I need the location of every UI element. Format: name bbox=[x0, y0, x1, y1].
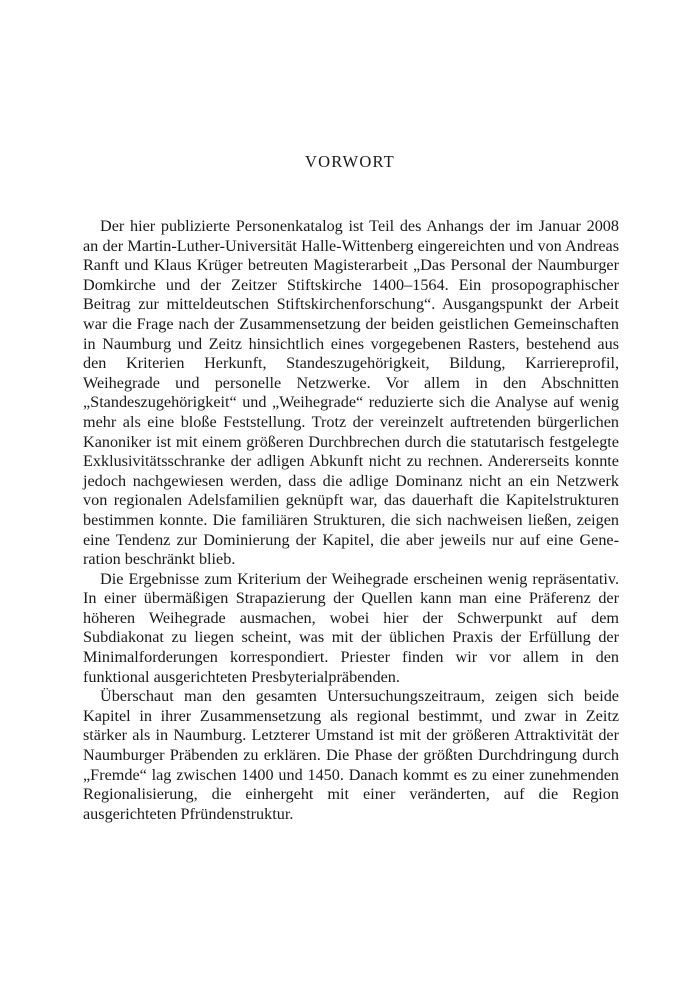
body-text bbox=[83, 217, 619, 824]
paragraph-2: Die Ergebnisse zum Kriterium der Weihegrade erscheinen wenig repräsentativ. In einer übermäßigen Strapazierung der Quellen kann man eine Präferenz der höheren Weihegrade ausmachen, wobei hier der Schwerpunkt auf dem Subdiakonat zu liegen scheint, was mit der üblichen Praxis der Erfüllung der Minimalforderungen korrespondiert. Priester finden wir vor allem in den funktional ausgerichteten Presbyterialpräbenden. bbox=[83, 569, 619, 686]
paragraph-1: Der hier publizierte Personenkatalog ist Teil des Anhangs der im Januar 2008 an der Martin-Luther-Universität Halle-Wittenberg eingereichten und von Andreas Ranft und Klaus Krüger betreuten Magisterarbeit „Das Personal der Naumburger Domkirche und der Zeitzer Stiftskirche 1400–1564. Ein prosopographischer Beitrag zur mitteldeutschen Stiftskirchenforschung“. Ausgangspunkt der Arbeit war die Frage nach der Zusammensetzung der beiden geistlichen Gemeinschaften in Naumburg und Zeitz hinsichtlich eines vorgegebenen Rasters, bestehend aus den Kriterien Herkunft, Standeszugehörigkeit, Bildung, Karriereprofil, Weihegrade und personelle Netzwerke. Vor allem in den Abschnitten „Standeszugehörigkeit“ und „Weihegrade“ reduzierte sich die Analyse auf wenig mehr als eine bloße Feststellung. Trotz der vereinzelt auftretenden bürgerlichen Kanoniker ist mit einem größeren Durchbrechen durch die statutarisch festgelegte Exklusivitätsschranke der adligen Abkunft nicht zu rechnen. Andererseits konnte jedoch nachgewiesen werden, dass die adlige Dominanz nicht an ein Netzwerk von regionalen Adelsfamilien geknüpft war, das dauerhaft die Kapitelstrukturen bestimmen konnte. Die familiären Strukturen, die sich nachweisen ließen, zeigen eine Tendenz zur Dominierung der Kapitel, die aber jeweils nur auf eine Generation beschränkt blieb. bbox=[83, 217, 619, 569]
paragraph-3: Überschaut man den gesamten Untersuchungszeitraum, zeigen sich beide Kapitel in ihrer Zusammensetzung als regional bestimmt, und zwar in Zeitz stärker als in Naumburg. Letzterer Umstand ist mit der größeren Attraktivität der Naumburger Präbenden zu erklären. Die Phase der größten Durchdringung durch „Fremde“ lag zwischen 1400 und 1450. Danach kommt es zu einer zunehmenden Regionalisierung, die einhergeht mit einer veränderten, auf die Region ausgerichteten Pfründenstruktur. bbox=[83, 687, 619, 823]
page-title: VORWORT bbox=[305, 152, 395, 171]
